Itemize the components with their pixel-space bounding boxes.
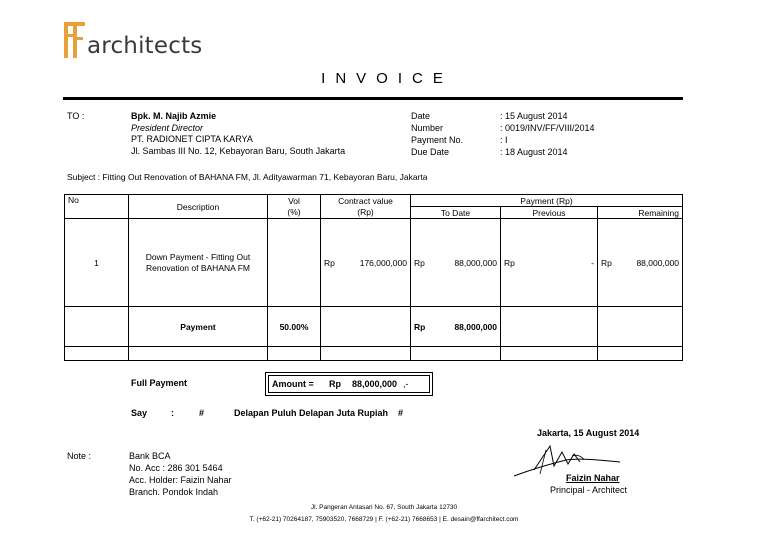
row-remaining-value: 88,000,000 <box>636 257 679 268</box>
recipient-address: Jl. Sambas III No. 12, Kebayoran Baru, South Jakarta <box>131 146 346 156</box>
say-hash-open: # <box>199 408 205 418</box>
signatory-name: Faizin Nahar <box>566 473 620 483</box>
row-contract-currency: Rp <box>324 257 335 268</box>
payment-no-value: : I <box>500 135 508 145</box>
say-hash-close: # <box>398 408 404 418</box>
header-payment: Payment (Rp) <box>411 195 683 207</box>
payment-row-label: Payment <box>129 307 268 347</box>
note-holder: Acc. Holder: Faizin Nahar <box>129 475 232 485</box>
date-label: Date <box>411 111 431 121</box>
full-payment-label: Full Payment <box>131 378 188 388</box>
note-account: No. Acc : 286 301 5464 <box>129 463 223 473</box>
row-remaining-currency: Rp <box>601 257 612 268</box>
header-to-date: To Date <box>411 207 501 219</box>
to-label: TO : <box>67 111 85 121</box>
payment-row-value: 88,000,000 <box>454 321 497 332</box>
amount-box <box>265 372 433 396</box>
footer-contact: T. (+62-21) 70264187, 75903520, 7668729 | F. (+62-21) 7668653 | E. desain@ffarchitect.com <box>249 516 519 523</box>
header-previous: Previous <box>501 207 598 219</box>
row-contract <box>321 219 411 307</box>
row-remaining <box>598 219 683 307</box>
payment-no-label: Payment No. <box>411 135 464 145</box>
say-label: Say <box>131 408 148 418</box>
row-vol <box>268 219 321 307</box>
header-contract-unit: (Rp) <box>321 207 411 219</box>
header-vol: Vol <box>268 195 321 207</box>
table-header-row <box>65 195 683 207</box>
say-amount-words: Delapan Puluh Delapan Juta Rupiah <box>234 408 389 418</box>
row-previous-currency: Rp <box>504 257 515 268</box>
recipient-position: President Director <box>131 123 204 133</box>
subject-line: Subject : Fitting Out Renovation of BAHANA FM, Jl. Adityawarman 71, Kebayoran Baru, Jakarta <box>67 172 428 182</box>
header-no: No <box>65 195 129 219</box>
date-value: : 15 August 2014 <box>500 111 568 121</box>
row-description: Down Payment - Fitting Out Renovation of BAHANA FM <box>129 219 268 307</box>
number-value: : 0019/INV/FF/VIII/2014 <box>500 123 595 133</box>
recipient-name: Bpk. M. Najib Azmie <box>131 111 217 121</box>
due-date-value: : 18 August 2014 <box>500 147 568 157</box>
row-no: 1 <box>65 219 129 307</box>
note-bank: Bank BCA <box>129 451 171 461</box>
amount-label: Amount = <box>272 379 314 389</box>
logo-text: architects <box>87 33 203 59</box>
note-branch: Branch. Pondok Indah <box>129 487 219 497</box>
payment-row-vol: 50.00% <box>268 307 321 347</box>
footer-address: Jl. Pangeran Antasari No. 67, South Jakarta 12730 <box>310 504 458 511</box>
row-previous <box>501 219 598 307</box>
invoice-title: INVOICE <box>321 70 453 87</box>
header-vol-unit: (%) <box>268 207 321 219</box>
row-to-date <box>411 219 501 307</box>
signature-place-date: Jakarta, 15 August 2014 <box>537 428 640 438</box>
table-row <box>65 219 683 307</box>
recipient-company: PT. RADIONET CIPTA KARYA <box>131 134 253 144</box>
due-date-label: Due Date <box>411 147 450 157</box>
row-to-date-currency: Rp <box>414 257 425 268</box>
signatory-title: Principal - Architect <box>550 485 628 495</box>
header-description: Description <box>129 195 268 219</box>
logo-ff-mark <box>64 22 86 58</box>
amount-value: 88,000,000 <box>352 379 398 389</box>
row-contract-value: 176,000,000 <box>359 257 407 268</box>
company-logo <box>64 18 202 58</box>
note-label: Note : <box>67 451 92 461</box>
amount-suffix: ,- <box>403 379 409 389</box>
payment-row-amount <box>411 307 501 347</box>
row-previous-value: - <box>591 257 594 268</box>
empty-row <box>65 347 683 361</box>
header-remaining: Remaining <box>598 207 683 219</box>
payment-row <box>65 307 683 347</box>
amount-currency: Rp <box>329 379 341 389</box>
header-contract: Contract value <box>321 195 411 207</box>
number-label: Number <box>411 123 444 133</box>
header-divider <box>63 97 683 100</box>
say-colon: : <box>171 408 174 418</box>
invoice-table <box>64 194 683 361</box>
row-to-date-value: 88,000,000 <box>454 257 497 268</box>
payment-row-currency: Rp <box>414 321 426 332</box>
